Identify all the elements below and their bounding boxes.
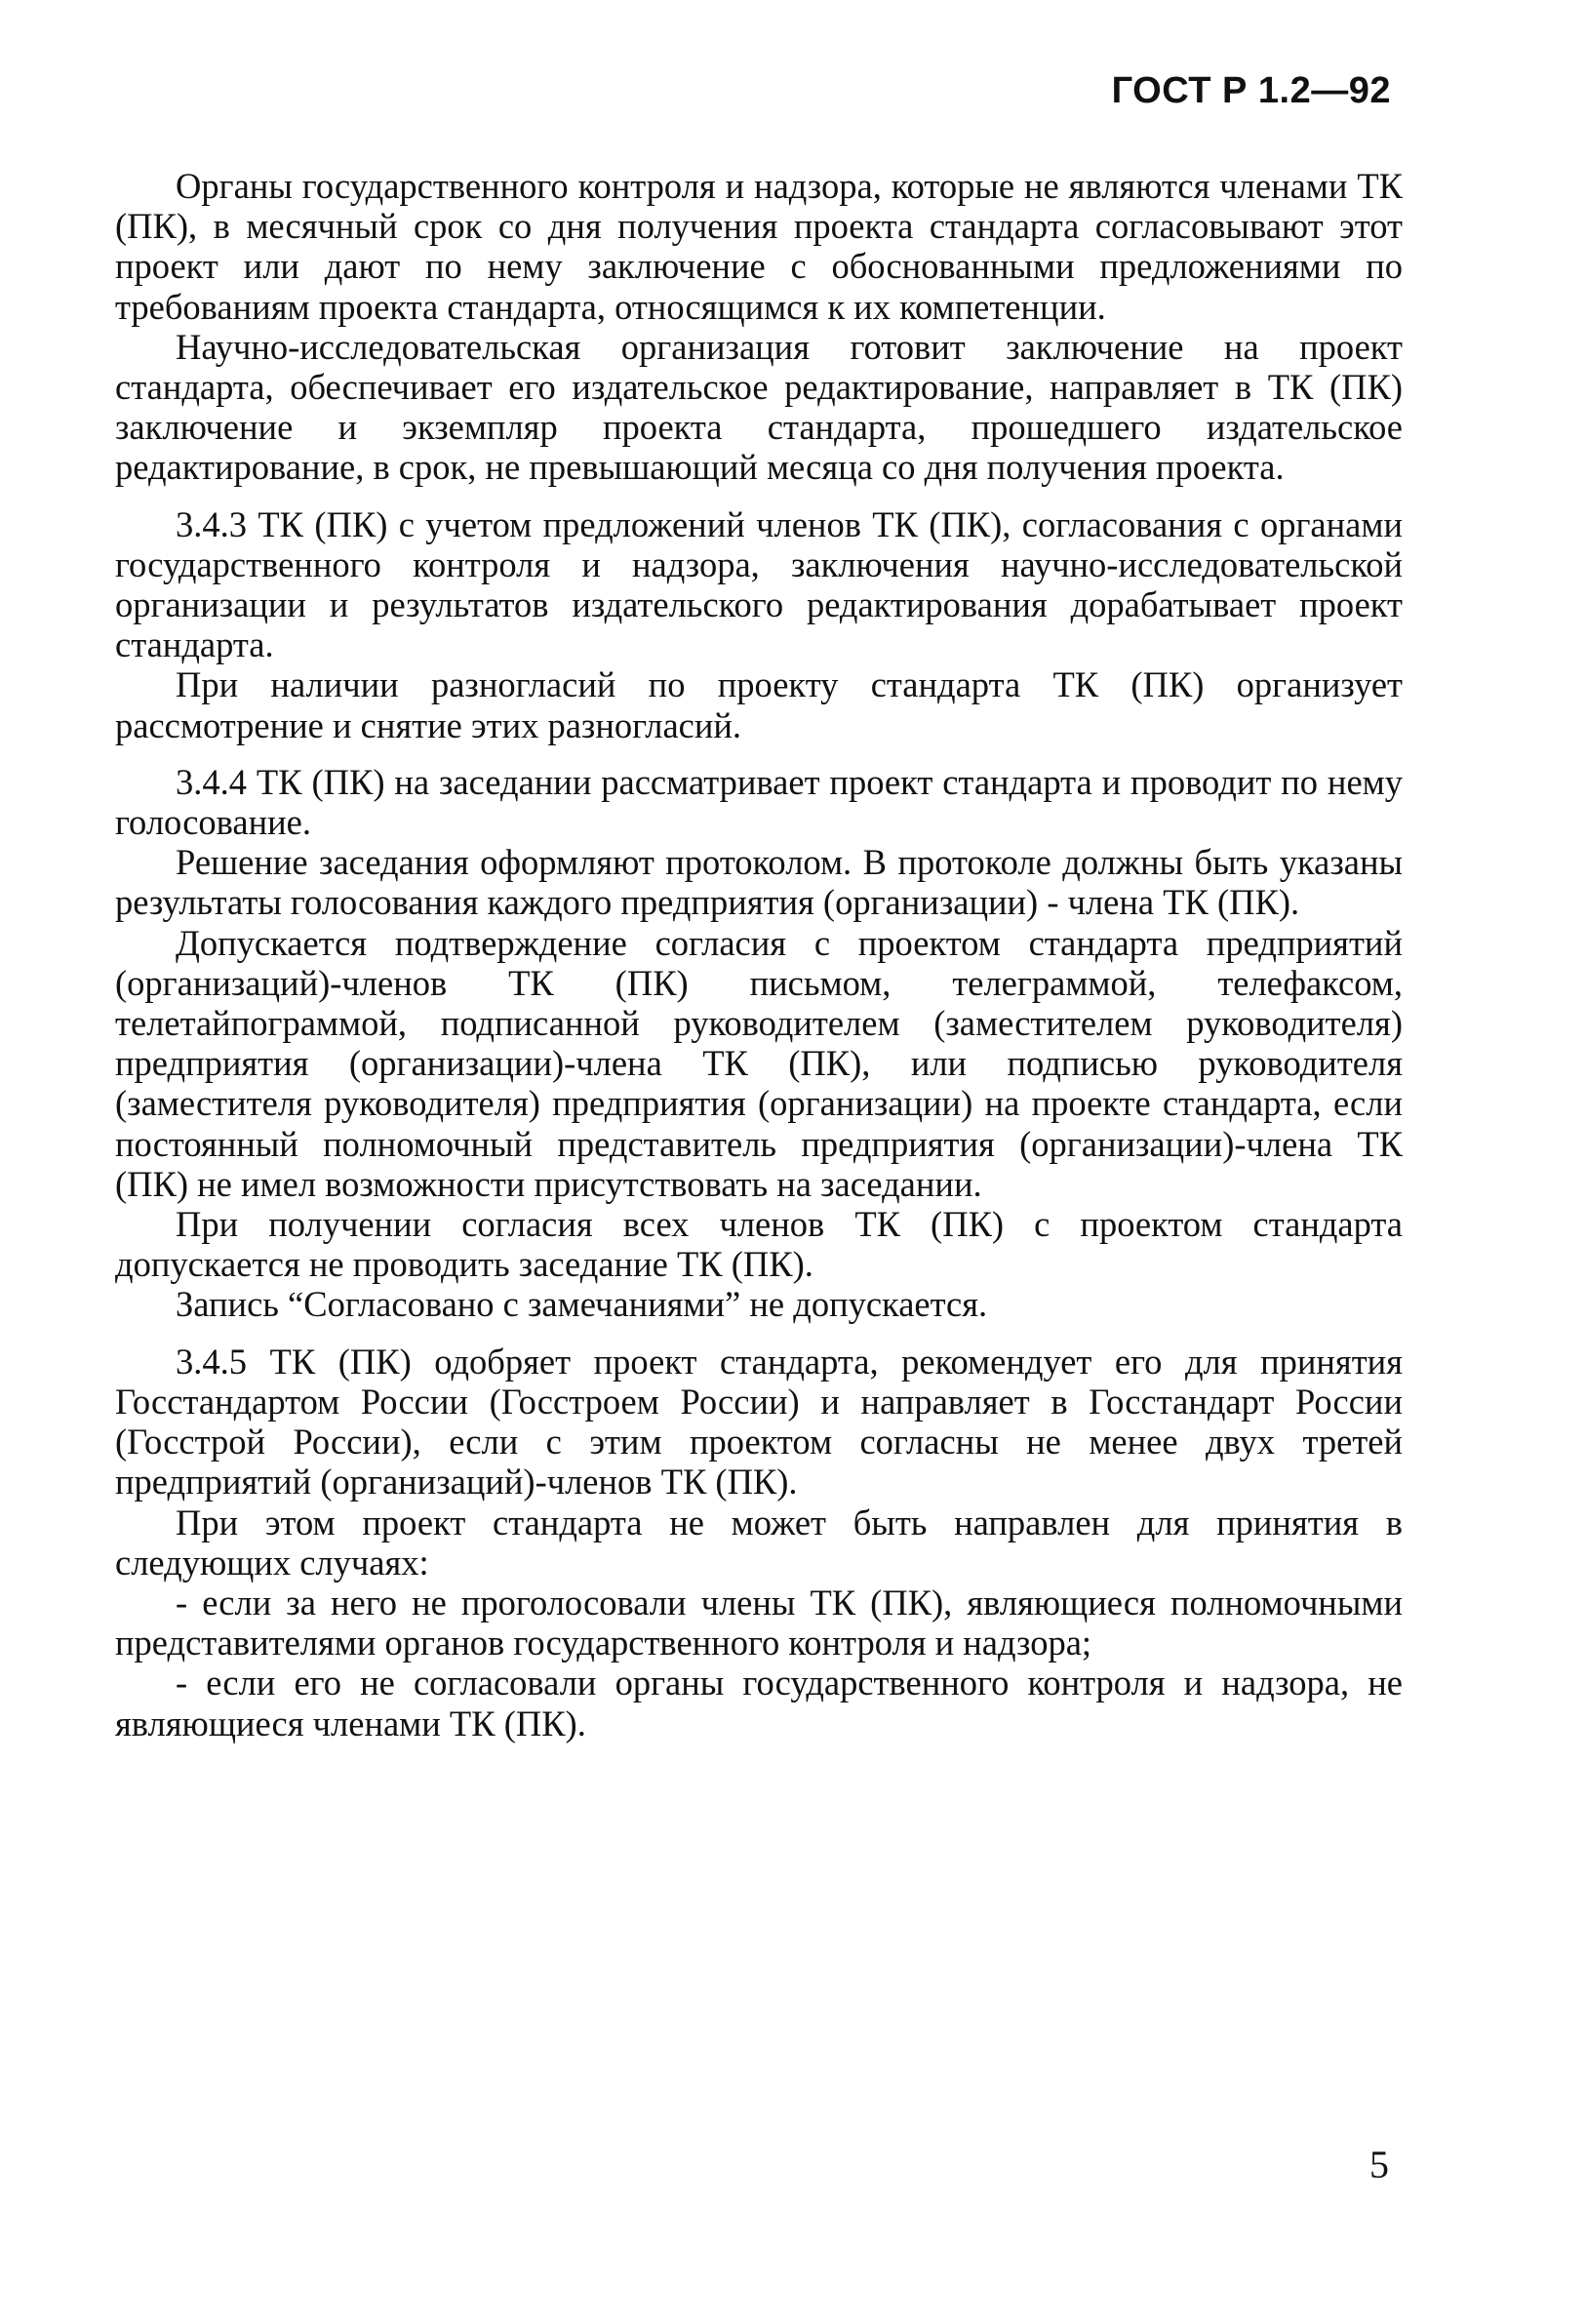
page-number: 5	[1369, 2143, 1389, 2186]
paragraph: При наличии разногласий по проекту стандарта ТК (ПК) организует рассмотрение и снятие этих разногласий.	[115, 664, 1403, 745]
body-text	[115, 166, 1403, 1743]
paragraph: Научно-исследовательская организация готовит заключение на проект стандарта, обеспечивает его издательское редактирование, направляет в ТК (ПК) заключение и экземпляр проекта стандарта, прошедшего издательское редактирование, в срок, не превышающий месяца со дня получения проекта.	[115, 326, 1403, 488]
paragraph: При получении согласия всех членов ТК (ПК) с проектом стандарта допускается не проводить заседание ТК (ПК).	[115, 1204, 1403, 1285]
paragraph: Допускается подтверждение согласия с проектом стандарта предприятий (организаций)-членов ТК (ПК) письмом, телеграммой, телефаксом, телетайпограммой, подписанной руководителем (заместителем руководителя) предприятия (организации)-члена ТК (ПК), или подписью руководителя (заместителя руководителя) предприятия (организации) на проекте стандарта, если постоянный полномочный представитель предприятия (организации)-члена ТК (ПК) не имел возможности присутствовать на заседании.	[115, 922, 1403, 1204]
clause-3-4-4: 3.4.4 ТК (ПК) на заседании рассматривает проект стандарта и проводит по нему голосование.	[115, 761, 1403, 843]
paragraph: При этом проект стандарта не может быть направлен для принятия в следующих случаях:	[115, 1502, 1403, 1583]
clause-3-4-3: 3.4.3 ТК (ПК) с учетом предложений членов ТК (ПК), согласования с органами государственного контроля и надзора, заключения научно-исследовательской организации и результатов издательского редактирования дорабатывает проект стандарта.	[115, 503, 1403, 665]
paragraph: Органы государственного контроля и надзора, которые не являются членами ТК (ПК), в месячный срок со дня получения проекта стандарта согласовывают этот проект или дают по нему заключение с обоснованными предложениями по требованиям проекта стандарта, относящимся к их компетенции.	[115, 166, 1403, 327]
list-item: - если за него не проголосовали члены ТК (ПК), являющиеся полномочными представителями органов государственного контроля и надзора;	[115, 1582, 1403, 1663]
clause-3-4-5: 3.4.5 ТК (ПК) одобряет проект стандарта, рекомендует его для принятия Госстандартом России (Госстроем России) и направляет в Госстандарт России (Госстрой России), если с этим проектом согласны не менее двух третей предприятий (организаций)-членов ТК (ПК).	[115, 1341, 1403, 1503]
paragraph: Запись “Согласовано с замечаниями” не допускается.	[176, 1284, 988, 1325]
standard-code-header: ГОСТ Р 1.2—92	[1111, 70, 1391, 111]
list-item: - если его не согласовали органы государственного контроля и надзора, не являющиеся членами ТК (ПК).	[115, 1663, 1403, 1743]
paragraph: Решение заседания оформляют протоколом. В протоколе должны быть указаны результаты голосования каждого предприятия (организации) - члена ТК (ПК).	[115, 842, 1403, 923]
